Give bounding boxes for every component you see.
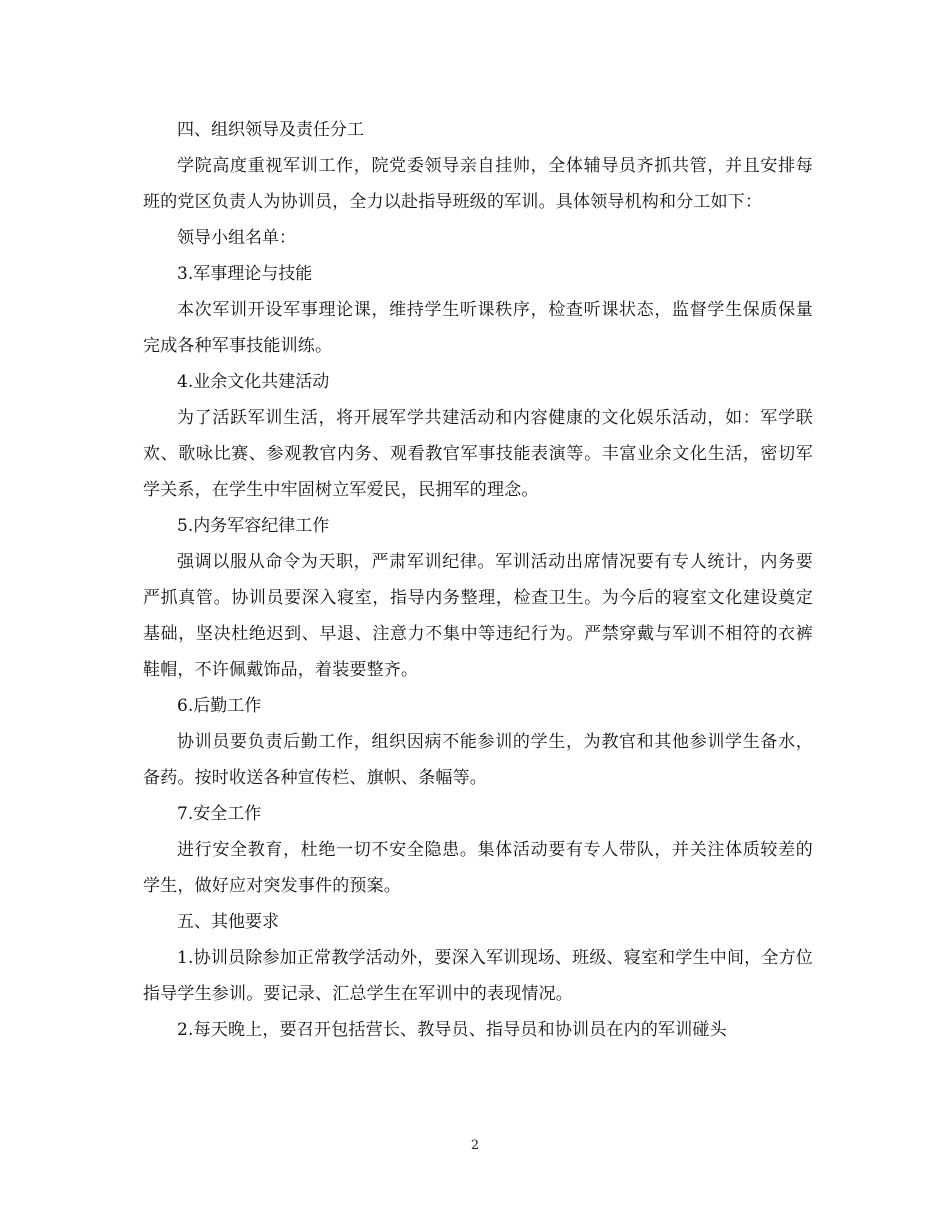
paragraph-requirement-1: 1.协训员除参加正常教学活动外，要深入军训现场、班级、寝室和学生中间，全方位指导学生参训。要记录、汇总学生在军训中的表现情况。: [143, 948, 813, 1004]
paragraph-logistics: 协训员要负责后勤工作，组织因病不能参训的学生，为教官和其他参训学生备水，备药。按时收送各种宣传栏、旗帜、条幅等。: [143, 732, 813, 788]
paragraph-discipline: 强调以服从命令为天职，严肃军训纪律。军训活动出席情况要有专人统计，内务要严抓真管。协训员要深入寝室，指导内务整理，检查卫生。为今后的寝室文化建设奠定基础，坚决杜绝迟到、早退、注意力不集中等违纪行为。严禁穿戴与军训不相符的衣裤鞋帽，不许佩戴饰品，着装要整齐。: [143, 552, 813, 680]
section-heading-4: 四、组织领导及责任分工: [177, 120, 364, 140]
paragraph-military-theory: 本次军训开设军事理论课，维持学生听课秩序，检查听课状态，监督学生保质保量完成各种军事技能训练。: [143, 300, 813, 356]
page-number: 2: [470, 1138, 480, 1153]
paragraph-requirement-2: 2.每天晚上，要召开包括营长、教导员、指导员和协训员在内的军训碰头: [177, 1020, 727, 1040]
section-heading-5: 五、其他要求: [177, 912, 279, 932]
subheading-3: 3.军事理论与技能: [177, 264, 313, 284]
document-body: [143, 112, 813, 1048]
leadership-list-heading: 领导小组名单：: [177, 228, 296, 248]
subheading-5: 5.内务军容纪律工作: [177, 516, 330, 536]
subheading-4: 4.业余文化共建活动: [177, 372, 330, 392]
subheading-7: 7.安全工作: [177, 804, 262, 824]
subheading-6: 6.后勤工作: [177, 696, 262, 716]
paragraph-safety: 进行安全教育，杜绝一切不安全隐患。集体活动要有专人带队，并关注体质较差的学生，做好应对突发事件的预案。: [143, 840, 813, 896]
paragraph-leadership: 学院高度重视军训工作，院党委领导亲自挂帅，全体辅导员齐抓共管，并且安排每班的党区负责人为协训员，全力以赴指导班级的军训。具体领导机构和分工如下：: [143, 156, 813, 212]
paragraph-culture: 为了活跃军训生活，将开展军学共建活动和内容健康的文化娱乐活动，如：军学联欢、歌咏比赛、参观教官内务、观看教官军事技能表演等。丰富业余文化生活，密切军学关系，在学生中牢固树立军爱民，民拥军的理念。: [143, 408, 813, 500]
